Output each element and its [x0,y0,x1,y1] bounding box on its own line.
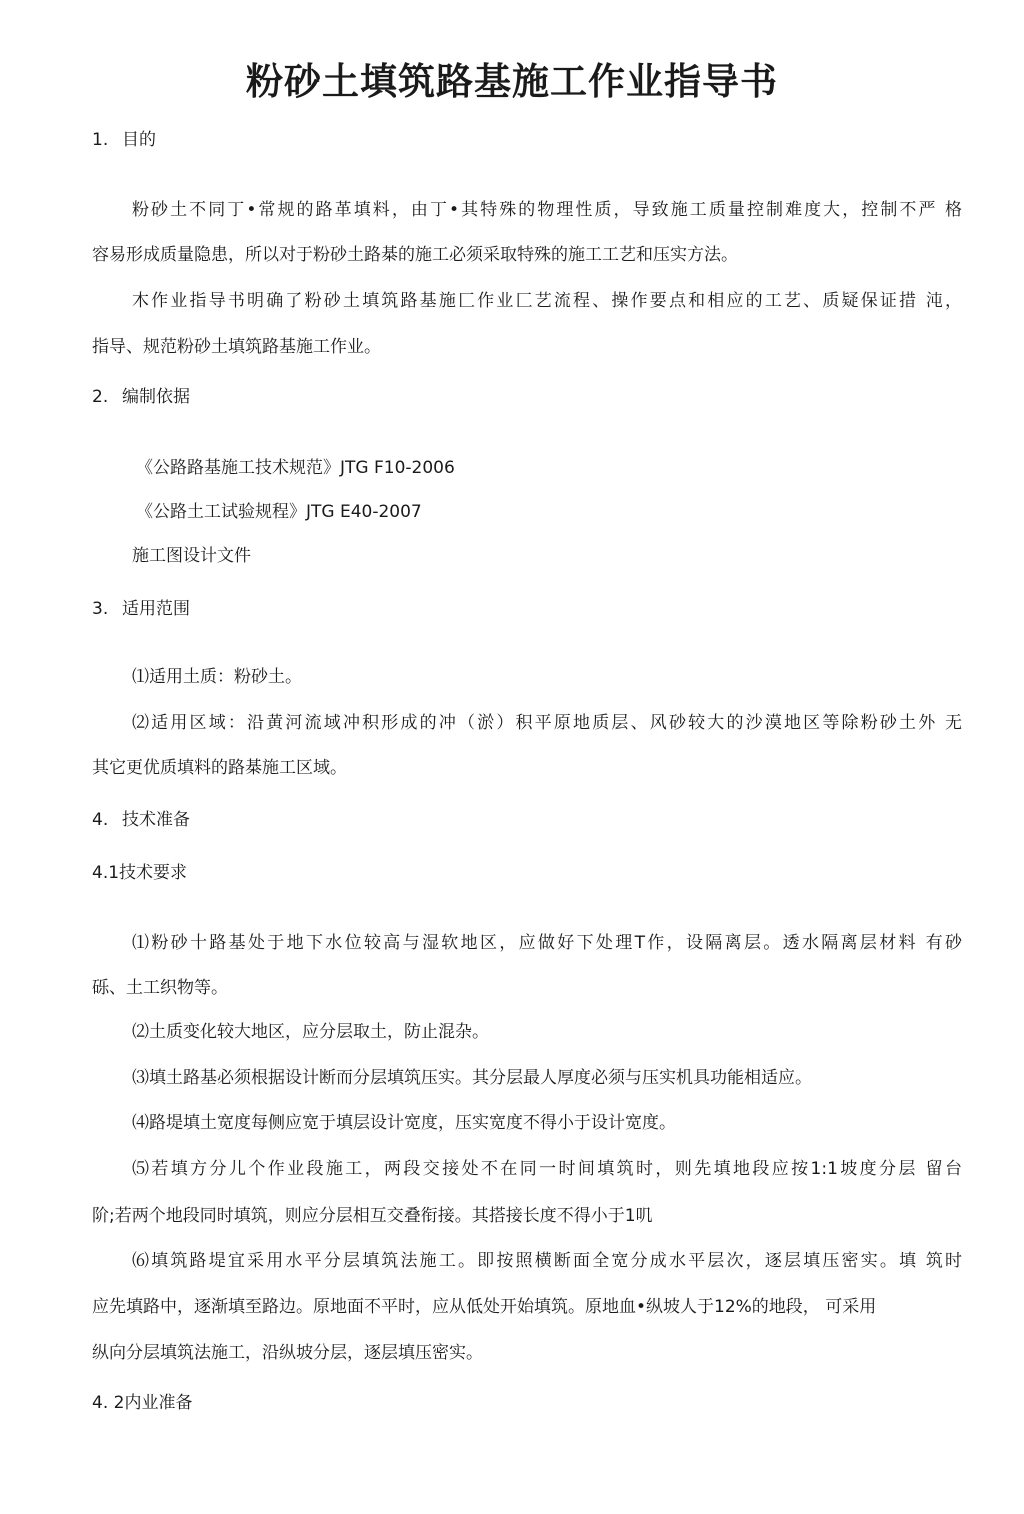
section-heading-purpose [92,127,156,153]
list-item-continuation: 纵向分层填筑法施工，沿纵坡分层，逐层填压密实。 [92,1343,483,1363]
section-number: 2. [92,387,109,407]
list-item: ⑶填土路基必须根据设计断而分层填筑压实。其分层最人厚度必须与压实机具功能相适应。 [132,1068,812,1088]
list-item-continuation: 砾、土工织物等。 [92,978,228,998]
list-item: ⑷路堤填土宽度每侧应宽于填层设计宽度，压实宽度不得小于设计宽度。 [132,1113,676,1133]
reference-item: 施工图设计文件 [132,546,251,566]
list-item: ⑸若填方分儿个作业段施工，两段交接处不在同一时间填筑时，则先填地段应按1:1坡度分层 留台 [132,1159,962,1179]
list-item-continuation: 其它更优质填料的路棊施工区域。 [92,758,347,778]
subsection-heading: 4.1技术要求 [92,863,188,883]
section-number: 4. [92,810,109,830]
list-item-continuation: 应先填路中，逐渐填至路边。原地面不平时，应从低处开始填筑。原地血•纵坡人于12%的地段， 可采用 [92,1297,877,1317]
section-title: 技术准备 [122,810,190,830]
subsection-heading: 4. 2内业准备 [92,1393,193,1413]
section-number: 3. [92,599,109,619]
list-item: ⑴粉砂十路基处于地下水位较高与湿软地区，应做好下处理T作，设隔离层。透水隔离层材料 有砂 [132,933,962,953]
list-item: ⑵适用区域：沿黄河流域冲积形成的冲（淤）积平原地质层、风砂较大的沙漠地区等除粉砂土外 无 [132,713,962,733]
paragraph-line: 指导、规范粉砂土填筑路基施工作业。 [92,337,381,357]
section-title: 目的 [122,130,156,150]
paragraph-line: 粉砂土不同丁•常规的路革填料，由丁•其特殊的物理性质，导致施工质量控制难度大，控制不严 格 [132,200,962,220]
paragraph-line: 木作业指导书明确了粉砂土填筑路基施匚作业匚艺流程、操作要点和相应的工艺、质疑保证措 沌， [132,291,962,311]
list-item-continuation: 阶;若两个地段同时填筑，则应分层相互交叠衔接。其搭接长度不得小于1叽 [92,1206,653,1226]
section-title: 编制依据 [122,387,190,407]
reference-item: 《公路路基施工技术规范》JTG F10-2006 [136,458,455,478]
section-title: 适用范围 [122,599,190,619]
list-item: ⑴适用土质：粉砂土。 [132,667,302,687]
section-heading-tech-prep [92,807,190,833]
section-heading-basis [92,384,190,410]
paragraph-line: 容易形成质量隐患，所以对于粉砂土路棊的施工必须采取特殊的施工工艺和压实方法。 [92,245,738,265]
document-title: 粉砂土填筑路基施工作业指导书 [246,60,778,103]
list-item: ⑹填筑路堤宜采用水平分层填筑法施工。即按照横断面全宽分成水平层次，逐层填压密实。填 筑时 [132,1251,962,1271]
section-number: 1. [92,130,109,150]
list-item: ⑵土质变化较大地区，应分层取土，防止混杂。 [132,1022,489,1042]
section-heading-scope [92,596,190,622]
reference-item: 《公路土工试验规程》JTG E40-2007 [136,502,422,522]
